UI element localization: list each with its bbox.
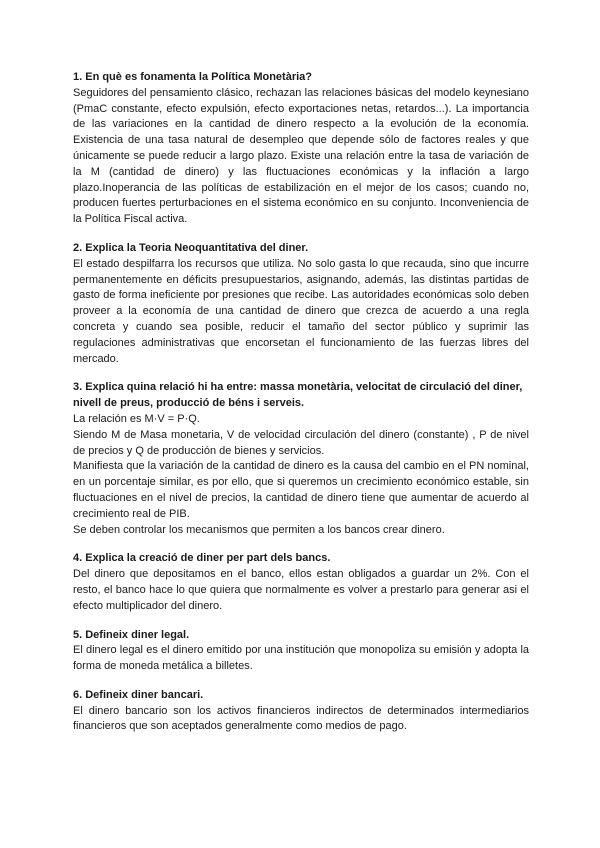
question-5 (73, 628, 529, 675)
answer-paragraph: Seguidores del pensamiento clásico, rechazan las relaciones básicas del modelo keynesiano (PmaC constante, efecto expulsión, efecto exportaciones netas, retardos...). La importancia de las variaciones en la cantidad de dinero respecto a la evolución de la economía. Existencia de una tasa natural de desempleo que depende sólo de factores reales y que únicamente se puede reducir a largo plazo. Existe una relación entre la tasa de variación de la M (cantidad de dinero) y las fluctuaciones económicas y la inflación a largo plazo.Inoperancia de las políticas de estabilización en el mejor de los casos; cuando no, producen fuertes perturbaciones en el sistema económico en su conjunto. Inconveniencia de la Política Fiscal activa. (73, 86, 529, 226)
answer-paragraph: La relación es M·V = P·Q. (73, 412, 200, 425)
question-title: 3. Explica quina relació hi ha entre: massa monetària, velocitat de circulació del diner, nivell de preus, producció de béns i serveis. (73, 381, 523, 410)
answer-paragraph: El estado despilfarra los recursos que utiliza. No solo gasta lo que recauda, sino que incurre permanentemente en déficits presupuestarios, asignando, además, las distintas partidas de gasto de forma ineficiente por presiones que recibe. Las autoridades económicas solo deben proveer a la economía de una cantidad de dinero que crezca de acuerdo a una regla concreta y cuando sea posible, reducir el tamaño del sector público y suprimir las regulaciones administrativas que encorsetan el funcionamiento de las fuerzas libres del mercado. (73, 257, 529, 365)
question-6 (73, 688, 529, 735)
answer-paragraph: Del dinero que depositamos en el banco, ellos estan obligados a guardar un 2%. Con el resto, el banco hace lo que quiera que normalmente es volver a prestarlo para generar asi el efecto multiplicador del dinero. (73, 568, 529, 612)
answer-paragraph: El dinero bancario son los activos financieros indirectos de determinados intermediarios financieros que son aceptados generalmente como medios de pago. (73, 704, 529, 733)
answer-paragraph: Manifiesta que la variación de la cantidad de dinero es la causa del cambio en el PN nominal, en un porcentaje similar, es por ello, que si queremos un crecimiento económico estable, sin fluctuaciones en el nivel de precios, la cantidad de dinero tiene que aumentar de acuerdo al crecimiento real de PIB. (73, 460, 529, 520)
question-title: 6. Defineix diner bancari. (73, 688, 204, 701)
question-title: 1. En què es fonamenta la Política Monetària? (73, 71, 313, 83)
document-page (73, 70, 529, 748)
question-3 (73, 380, 529, 538)
question-2 (73, 241, 529, 367)
question-4 (73, 551, 529, 614)
question-title: 5. Defineix diner legal. (73, 628, 190, 641)
answer-paragraph: Se deben controlar los mecanismos que permiten a los bancos crear dinero. (73, 523, 445, 536)
question-title: 4. Explica la creació de diner per part dels bancs. (73, 552, 331, 565)
answer-paragraph: Siendo M de Masa monetaria, V de velocidad circulación del dinero (constante) , P de nivel de precios y Q de producción de bienes y servicios. (73, 428, 529, 457)
question-1 (73, 70, 529, 228)
question-title: 2. Explica la Teoria Neoquantitativa del diner. (73, 241, 309, 254)
answer-paragraph: El dinero legal es el dinero emitido por una institución que monopoliza su emisión y adopta la forma de moneda metálica a billetes. (73, 644, 529, 673)
